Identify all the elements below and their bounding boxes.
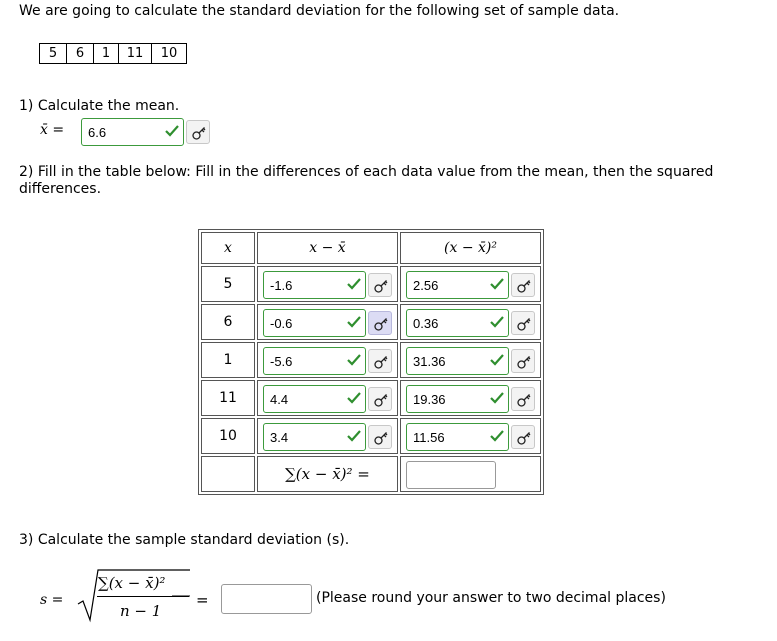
diff-input[interactable] bbox=[263, 423, 366, 451]
key-icon-button[interactable] bbox=[511, 311, 535, 335]
key-icon bbox=[516, 392, 532, 408]
key-icon bbox=[373, 354, 389, 370]
sq-input-value: 11.56 bbox=[413, 430, 445, 445]
key-icon bbox=[373, 430, 389, 446]
key-icon-button[interactable] bbox=[511, 273, 535, 297]
sq-input-value: 19.36 bbox=[413, 392, 446, 407]
key-icon-button[interactable] bbox=[511, 349, 535, 373]
sq-input[interactable] bbox=[406, 309, 509, 337]
step2-prompt: 2) Fill in the table below: Fill in the differences of each data value from the mean, then the squared differences. bbox=[19, 164, 714, 197]
header-diff: x − x̄ bbox=[257, 232, 398, 264]
table-row bbox=[201, 380, 541, 416]
sample-data-strip bbox=[39, 43, 187, 64]
table-row bbox=[201, 418, 541, 454]
diff-input-value: 4.4 bbox=[270, 392, 289, 407]
data-value: 6 bbox=[67, 44, 94, 63]
data-value: 5 bbox=[40, 44, 67, 63]
key-icon bbox=[516, 316, 532, 332]
check-icon bbox=[489, 352, 505, 368]
check-icon bbox=[346, 352, 362, 368]
key-icon bbox=[516, 354, 532, 370]
s-label: s = bbox=[40, 592, 64, 608]
header-x: x bbox=[201, 232, 255, 264]
table-row bbox=[201, 266, 541, 302]
key-icon-button[interactable] bbox=[368, 349, 392, 373]
sq-input-value: 0.36 bbox=[413, 316, 439, 331]
x-value: 11 bbox=[201, 380, 255, 416]
fraction-numerator: ∑(x − x̄)² bbox=[98, 574, 166, 592]
x-value: 6 bbox=[201, 304, 255, 340]
diff-input-value: 3.4 bbox=[270, 430, 289, 445]
x-value: 5 bbox=[201, 266, 255, 302]
sum-blank-cell bbox=[201, 456, 255, 492]
key-icon-button[interactable] bbox=[368, 311, 392, 335]
sum-row bbox=[201, 456, 541, 492]
x-value: 10 bbox=[201, 418, 255, 454]
intro-text: We are going to calculate the standard deviation for the following set of sample data. bbox=[19, 3, 620, 19]
check-icon bbox=[346, 428, 362, 444]
check-icon bbox=[489, 428, 505, 444]
std-dev-input[interactable] bbox=[221, 584, 312, 614]
key-icon bbox=[373, 278, 389, 294]
mean-input-value: 6.6 bbox=[88, 125, 107, 140]
mean-input[interactable] bbox=[81, 118, 184, 146]
step3-prompt: 3) Calculate the sample standard deviation (s). bbox=[19, 532, 350, 548]
sq-input[interactable] bbox=[406, 423, 509, 451]
check-icon bbox=[489, 314, 505, 330]
check-icon bbox=[489, 390, 505, 406]
diff-input-value: -0.6 bbox=[270, 316, 293, 331]
diff-input[interactable] bbox=[263, 309, 366, 337]
table-row bbox=[201, 342, 541, 378]
check-icon bbox=[489, 276, 505, 292]
step1-prompt: 1) Calculate the mean. bbox=[19, 98, 180, 114]
check-icon bbox=[164, 123, 180, 139]
key-icon-button[interactable] bbox=[368, 425, 392, 449]
table-row bbox=[201, 304, 541, 340]
sum-input[interactable] bbox=[406, 461, 496, 489]
equals-sign: = bbox=[196, 591, 209, 609]
key-icon bbox=[516, 278, 532, 294]
check-icon bbox=[346, 276, 362, 292]
diff-input[interactable] bbox=[263, 385, 366, 413]
sq-input-value: 2.56 bbox=[413, 278, 439, 293]
sq-input-value: 31.36 bbox=[413, 354, 446, 369]
data-value: 10 bbox=[160, 46, 178, 61]
key-icon bbox=[373, 392, 389, 408]
key-icon-button[interactable] bbox=[368, 273, 392, 297]
key-icon-button[interactable] bbox=[368, 387, 392, 411]
check-icon bbox=[346, 314, 362, 330]
sq-input[interactable] bbox=[406, 271, 509, 299]
diff-input[interactable] bbox=[263, 271, 366, 299]
sq-input[interactable] bbox=[406, 347, 509, 375]
data-value: 1 bbox=[94, 44, 119, 63]
data-value: 11 bbox=[119, 44, 152, 63]
check-icon bbox=[346, 390, 362, 406]
key-icon-button[interactable] bbox=[511, 387, 535, 411]
fraction-bar bbox=[97, 596, 189, 597]
mean-label: x̄ = bbox=[40, 122, 65, 138]
sq-input[interactable] bbox=[406, 385, 509, 413]
fraction-denominator: n − 1 bbox=[120, 602, 162, 620]
differences-table bbox=[198, 229, 544, 495]
x-value: 1 bbox=[201, 342, 255, 378]
key-icon-button[interactable] bbox=[511, 425, 535, 449]
diff-input-value: -1.6 bbox=[270, 278, 293, 293]
key-icon bbox=[516, 430, 532, 446]
key-icon-button[interactable] bbox=[186, 120, 210, 144]
sum-label: ∑(x − x̄)² = bbox=[257, 456, 398, 492]
diff-input[interactable] bbox=[263, 347, 366, 375]
diff-input-value: -5.6 bbox=[270, 354, 293, 369]
header-sq: (x − x̄)² bbox=[400, 232, 541, 264]
rounding-note: (Please round your answer to two decimal places) bbox=[316, 590, 666, 606]
key-icon bbox=[191, 125, 207, 141]
key-icon bbox=[373, 316, 389, 332]
